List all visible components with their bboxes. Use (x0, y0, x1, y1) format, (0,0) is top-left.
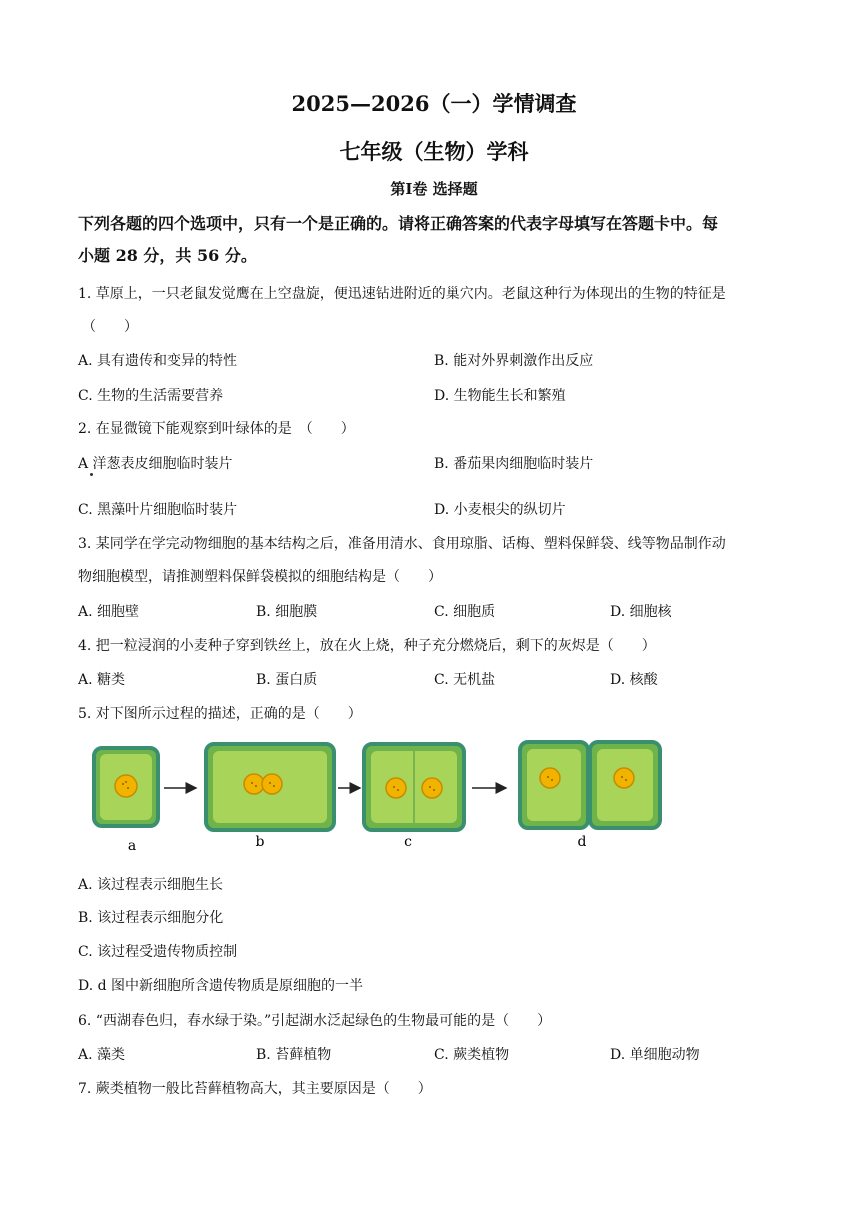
question-5-option-d: D. d 图中新细胞所含遗传物质是原细胞的一半 (78, 978, 364, 994)
nucleus-icon (386, 778, 406, 798)
question-5-stem: 5. 对下图所示过程的描述，正确的是（ ） (78, 706, 362, 722)
question-4-option-a: A. 糖类 (78, 672, 126, 688)
question-1-option-d: D. 生物能生长和繁殖 (434, 388, 566, 404)
question-1-option-b: B. 能对外界刺激作出反应 (434, 353, 594, 369)
nucleus-icon (422, 778, 442, 798)
cell-c (364, 744, 464, 830)
nucleus-icon (262, 774, 282, 794)
question-3-option-b: B. 细胞膜 (256, 604, 318, 620)
question-2-option-b: B. 番茄果肉细胞临时装片 (434, 456, 594, 472)
question-6-option-d: D. 单细胞动物 (610, 1047, 700, 1063)
question-3-option-c: C. 细胞质 (434, 604, 496, 620)
question-3-stem: 3. 某同学在学完动物细胞的基本结构之后，准备用清水、食用琼脂、话梅、塑料保鲜袋、线等物品制作动 (78, 536, 726, 552)
question-5-option-c: C. 该过程受遗传物质控制 (78, 944, 238, 960)
question-3-stem-cont: 物细胞模型，请推测塑料保鲜袋模拟的细胞结构是（ ） (78, 569, 442, 585)
question-5-option-a: A. 该过程表示细胞生长 (78, 877, 224, 893)
question-6-option-a: A. 藻类 (78, 1047, 126, 1063)
cell-b (206, 744, 334, 830)
question-7-stem: 7. 蕨类植物一般比苔藓植物高大，其主要原因是（ ） (78, 1081, 432, 1097)
nucleus-icon (540, 768, 560, 788)
stray-dot (90, 473, 93, 476)
question-1-stem-cont: （ ） (82, 319, 138, 335)
cell-d (520, 742, 660, 828)
question-2-option-a: A 洋葱表皮细胞临时装片 (78, 456, 233, 472)
exam-subtitle: 七年级（生物）学科 (339, 139, 529, 164)
question-6-stem: 6. “西湖春色归，春水绿于染。”引起湖水泛起绿色的生物最可能的是（ ） (78, 1013, 552, 1029)
nucleus-icon (244, 774, 264, 794)
question-6-option-c: C. 蕨类植物 (434, 1047, 510, 1063)
question-4-option-d: D. 核酸 (610, 672, 658, 688)
question-1-stem: 1. 草原上，一只老鼠发觉鹰在上空盘旋，便迅速钻进附近的巢穴内。老鼠这种行为体现出的生物的特征是 (78, 286, 726, 302)
figure-label-c: c (404, 834, 412, 850)
question-3-option-d: D. 细胞核 (610, 604, 672, 620)
question-6-option-b: B. 苔藓植物 (256, 1047, 332, 1063)
cell-a (94, 748, 158, 826)
question-2-stem: 2. 在显微镜下能观察到叶绿体的是 （ ） (78, 421, 355, 437)
question-4-option-b: B. 蛋白质 (256, 672, 318, 688)
question-4-option-c: C. 无机盐 (434, 672, 496, 688)
figure-label-d: d (577, 834, 587, 850)
figure-label-b: b (255, 834, 265, 850)
section-heading: 第Ⅰ卷 选择题 (390, 180, 478, 198)
nucleus-icon (115, 775, 137, 797)
nucleus-icon (614, 768, 634, 788)
figure-label-a: a (127, 838, 137, 854)
question-2-option-d: D. 小麦根尖的纵切片 (434, 502, 566, 518)
instructions-line-2: 小题 28 分，共 56 分。 (78, 246, 257, 265)
question-1-option-c: C. 生物的生活需要营养 (78, 388, 224, 404)
exam-title: 2025—2026（一）学情调查 (291, 91, 577, 116)
question-4-stem: 4. 把一粒浸润的小麦种子穿到铁丝上，放在火上烧，种子充分燃烧后，剩下的灰烬是（ ） (78, 638, 656, 654)
question-3-option-a: A. 细胞壁 (78, 604, 140, 620)
question-2-option-c: C. 黑藻叶片细胞临时装片 (78, 502, 238, 518)
question-1-option-a: A. 具有遗传和变异的特性 (78, 353, 238, 369)
cell-division-figure (88, 738, 668, 858)
instructions-line-1: 下列各题的四个选项中，只有一个是正确的。请将正确答案的代表字母填写在答题卡中。每 (78, 214, 719, 233)
question-5-option-b: B. 该过程表示细胞分化 (78, 910, 224, 926)
